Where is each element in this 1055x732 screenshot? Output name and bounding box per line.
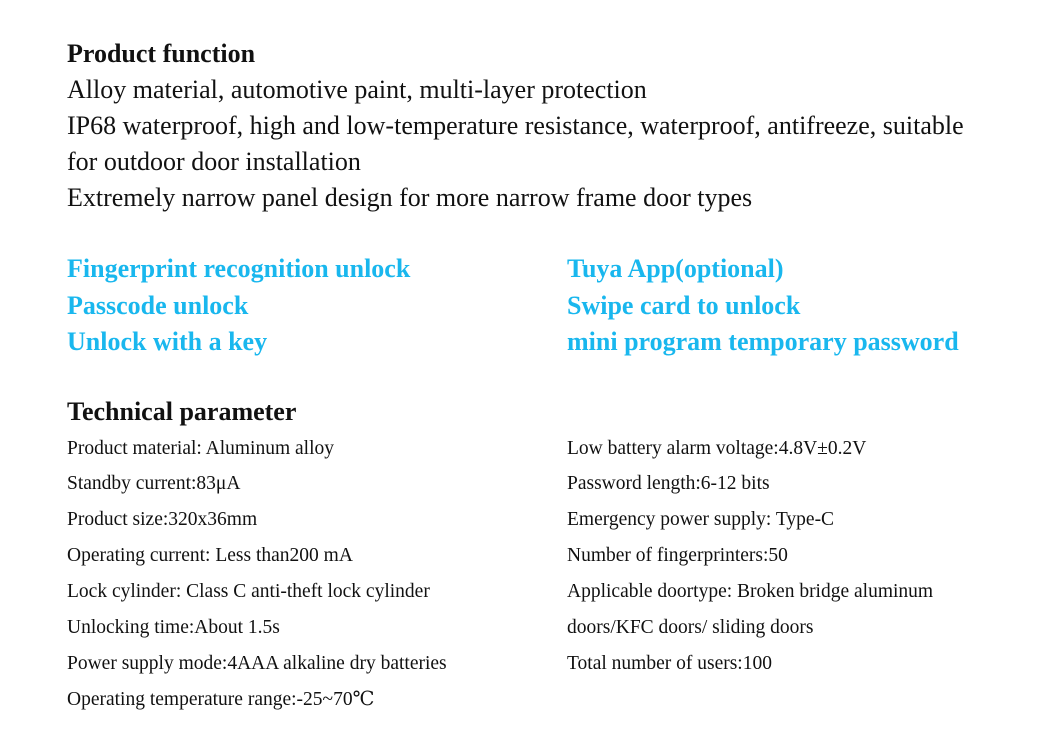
unlock-methods-section [67, 251, 1042, 361]
parameter-item: Operating temperature range:-25~70℃ [67, 688, 375, 710]
parameter-item: Emergency power supply: Type-C [567, 509, 835, 531]
technical-parameter-section [67, 394, 1042, 718]
function-line: Extremely narrow panel design for more narrow frame door types [67, 183, 753, 212]
parameter-item: Applicable doortype: Broken bridge aluminum [567, 581, 934, 603]
function-line: Alloy material, automotive paint, multi-layer protection [67, 75, 647, 104]
parameter-item: Password length:6-12 bits [567, 473, 770, 495]
parameter-list [67, 431, 1042, 718]
parameter-item: Product size:320x36mm [67, 509, 258, 531]
parameter-item: Standby current:83μA [67, 473, 241, 495]
parameter-item: Power supply mode:4AAA alkaline dry batteries [67, 652, 447, 674]
unlock-method-item: Tuya App(optional) [567, 254, 784, 283]
function-line: IP68 waterproof, high and low-temperature resistance, waterproof, antifreeze, suitable [67, 111, 964, 140]
unlock-method-item: Passcode unlock [67, 290, 249, 320]
product-function-section [67, 36, 1042, 216]
parameter-item: Product material: Aluminum alloy [67, 437, 335, 459]
unlock-method-item: Fingerprint recognition unlock [67, 254, 411, 283]
technical-parameter-heading: Technical parameter [67, 396, 297, 426]
parameter-item: Number of fingerprinters:50 [567, 545, 788, 567]
product-function-heading: Product function [67, 39, 256, 68]
parameter-item: Unlocking time:About 1.5s [67, 617, 280, 639]
unlock-method-item: mini program temporary password [567, 327, 959, 356]
function-line: for outdoor door installation [67, 147, 361, 176]
parameter-item: Lock cylinder: Class C anti-theft lock cylinder [67, 581, 430, 603]
parameter-column-left [67, 431, 567, 718]
parameter-item: doors/KFC doors/ sliding doors [567, 617, 814, 639]
unlock-method-item: Swipe card to unlock [567, 290, 801, 320]
unlock-method-item: Unlock with a key [67, 327, 268, 356]
parameter-item: Low battery alarm voltage:4.8V±0.2V [567, 437, 867, 459]
parameter-item: Operating current: Less than200 mA [67, 545, 353, 567]
spec-sheet [67, 36, 1042, 718]
parameter-column-right [567, 431, 1042, 718]
parameter-item: Total number of users:100 [567, 652, 772, 674]
